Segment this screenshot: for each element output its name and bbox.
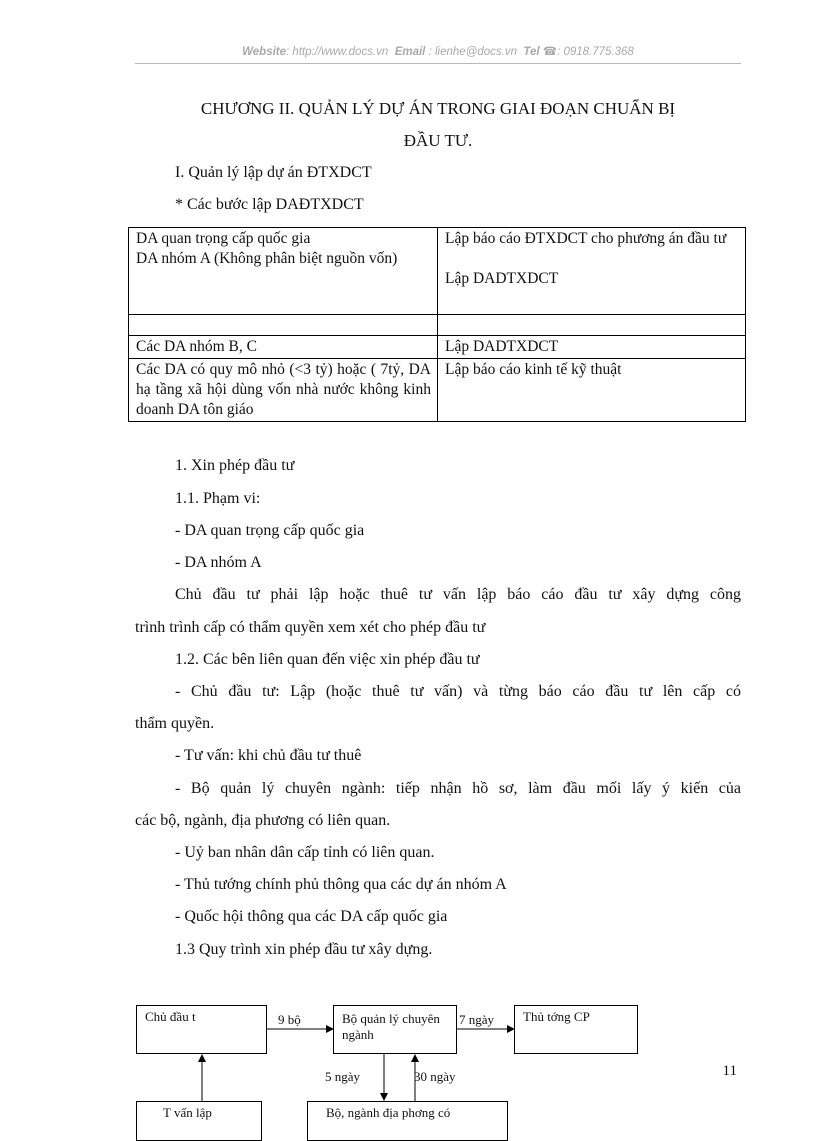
- bullet-item: - Tư vấn: khi chủ đầu tư thuê: [175, 747, 362, 764]
- table-cell-text: DA nhóm A (Không phân biệt nguồn vốn): [136, 250, 398, 267]
- chapter-title-line2: ĐẦU TƯ.: [403, 131, 473, 150]
- tel-value: : 0918.775.368: [557, 46, 634, 58]
- website-label: Website: [242, 46, 287, 58]
- table-cell-text: Lập báo cáo ĐTXDCT cho phương án đầu tư: [445, 230, 727, 247]
- table-cell: Lập báo cáo kinh tế kỹ thuật: [438, 359, 746, 422]
- box-prime-minister: Thủ tớng CP: [514, 1005, 638, 1054]
- box-project-owner: Chủ đầu t: [136, 1005, 267, 1054]
- table-cell: Các DA nhóm B, C: [129, 336, 438, 359]
- steps-heading: * Các bước lập DAĐTXDCT: [175, 196, 364, 213]
- email-label: Email: [394, 46, 426, 58]
- label-5-days: 5 ngày: [325, 1069, 361, 1084]
- page-number: 11: [722, 1063, 737, 1079]
- table-cell-text: Lập DADTXDCT: [445, 270, 559, 287]
- bullet-item: - Quốc hội thông qua các DA cấp quốc gia: [175, 908, 448, 925]
- subsection-1-3: 1.3 Quy trình xin phép đầu tư xây dựng.: [175, 941, 433, 958]
- paragraph-line: Chủ đầu tư phải lập hoặc thuê tư vấn lập báo cáo đầu tư xây dựng công: [175, 586, 741, 603]
- subsection-1-2: 1.2. Các bên liên quan đến việc xin phép đầu tư: [175, 651, 480, 668]
- paragraph-line: thẩm quyền.: [135, 715, 215, 732]
- subsection-1-1: 1.1. Phạm vi:: [175, 490, 261, 507]
- website-value: : http://www.docs.vn: [286, 46, 389, 58]
- table-cell: Các DA có quy mô nhỏ (<3 tỷ) hoặc ( 7tỷ, DA hạ tầng xã hội dùng vốn nhà nước không kinh doanh DA tôn giáo: [129, 359, 438, 422]
- paragraph-line: trình trình cấp có thẩm quyền xem xét cho phép đầu tư: [135, 619, 486, 636]
- email-value: : lienhe@docs.vn: [428, 46, 517, 58]
- box-line-ministry: Bộ quản lý chuyên ngành: [333, 1005, 457, 1054]
- subsection-1: 1. Xin phép đầu tư: [175, 457, 295, 474]
- bullet-item: - Thủ tướng chính phủ thông qua các dự án nhóm A: [175, 876, 507, 893]
- phone-icon: ☎: [542, 46, 558, 58]
- label-30-days: 30 ngày: [414, 1069, 456, 1084]
- bullet-item: - Uỷ ban nhân dân cấp tỉnh có liên quan.: [175, 844, 435, 861]
- label-9-ministries: 9 bộ: [278, 1012, 301, 1027]
- section-heading-i: I. Quản lý lập dự án ĐTXDCT: [175, 164, 372, 181]
- chapter-title-line1: CHƯƠNG II. QUẢN LÝ DỰ ÁN TRONG GIAI ĐOẠN CHUẨN BỊ: [200, 99, 676, 118]
- paragraph-line: các bộ, ngành, địa phương có liên quan.: [135, 812, 391, 829]
- box-ministries-localities: Bộ, ngành địa phơng có: [307, 1101, 508, 1141]
- table-cell: Lập DADTXDCT: [438, 336, 746, 359]
- tel-label: Tel: [523, 46, 540, 58]
- label-7-days: 7 ngày: [459, 1012, 495, 1027]
- bullet-item: - DA quan trọng cấp quốc gia: [175, 522, 365, 539]
- box-consultant: T vấn lập: [136, 1101, 262, 1141]
- bullet-item: - DA nhóm A: [175, 554, 262, 571]
- paragraph-line: - Chủ đầu tư: Lập (hoặc thuê tư vấn) và từng báo cáo đầu tư lên cấp có: [175, 683, 741, 700]
- table-cell-text: DA quan trọng cấp quốc gia: [136, 230, 311, 247]
- paragraph-line: - Bộ quản lý chuyên ngành: tiếp nhận hồ sơ, làm đầu mối lấy ý kiến của: [175, 780, 741, 797]
